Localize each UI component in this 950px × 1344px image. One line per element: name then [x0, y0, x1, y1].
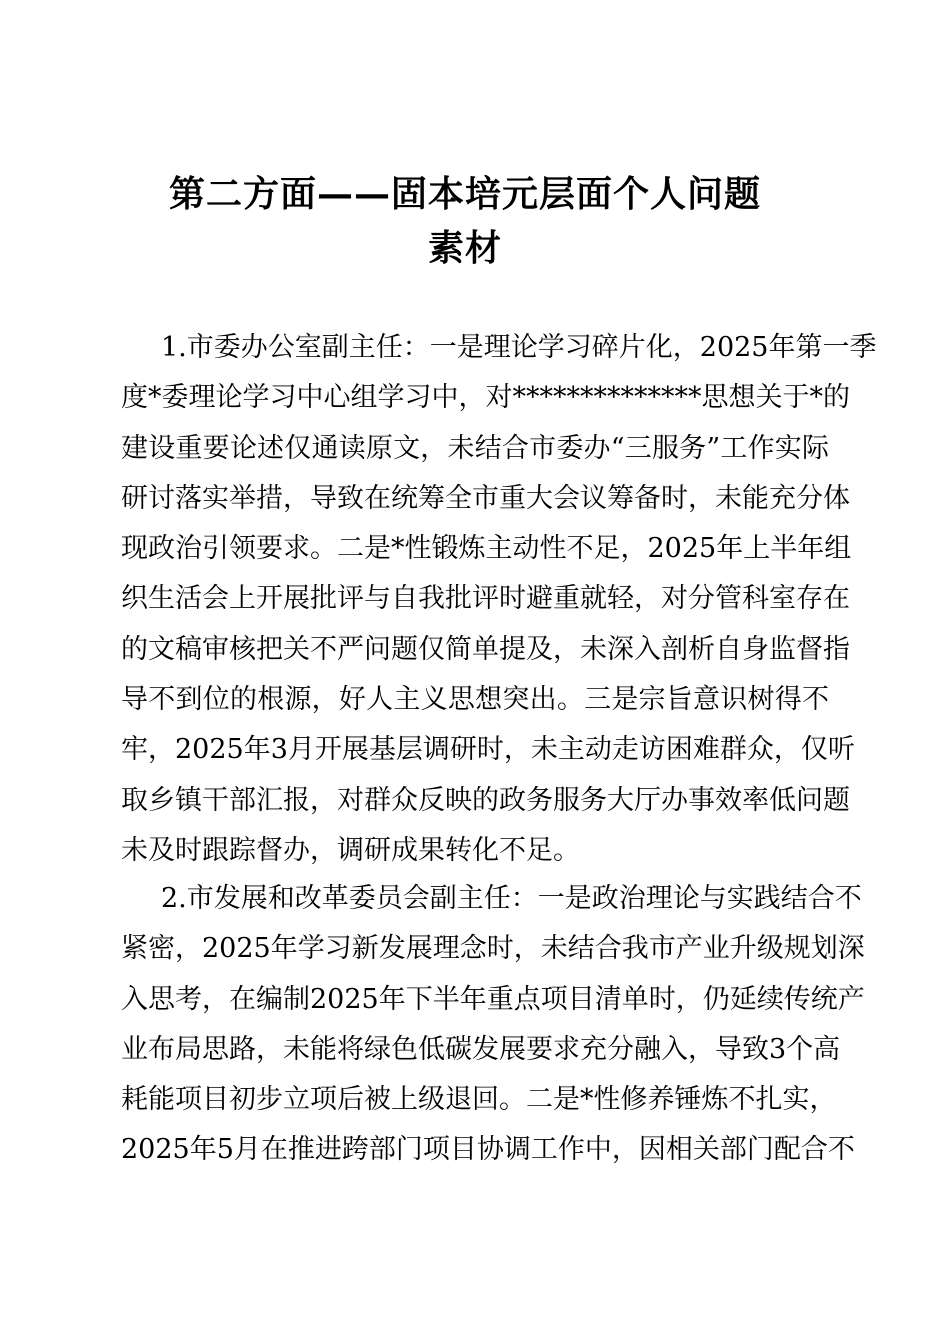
text-line: 导不到位的根源，好人主义思想突出。三是宗旨意识树得不 [121, 684, 829, 716]
text-line: 1.市委办公室副主任：一是理论学习碎片化，2025年第一季 [161, 332, 877, 363]
document-subtitle: 素材 [427, 227, 502, 269]
text-line: 的文稿审核把关不严问题仅简单提及，未深入剖析自身监督指 [121, 633, 850, 665]
text-line: 研讨落实举措，导致在统筹全市重大会议筹备时，未能充分体 [121, 482, 850, 514]
text-line: 业布局思路，未能将绿色低碳发展要求充分融入，导致3个高 [121, 1033, 841, 1065]
paragraph-1 [121, 323, 877, 876]
text-line: 未及时跟踪督办，调研成果转化不足。 [121, 834, 580, 866]
text-line: 度*委理论学习中心组学习中，对**************思想关于*的 [121, 382, 850, 414]
paragraph-2 [121, 874, 865, 1176]
text-line: 牢，2025年3月开展基层调研时，未主动走访困难群众，仅听 [121, 734, 855, 766]
text-line: 取乡镇干部汇报，对群众反映的政务服务大厅办事效率低问题 [121, 784, 850, 816]
text-line: 2.市发展和改革委员会副主任：一是政治理论与实践结合不 [161, 883, 862, 914]
text-line: 织生活会上开展批评与自我批评时避重就轻，对分管科室存在 [121, 583, 850, 615]
text-line: 紧密，2025年学习新发展理念时，未结合我市产业升级规划深 [121, 933, 865, 965]
text-line: 2025年5月在推进跨部门项目协调工作中，因相关部门配合不 [121, 1134, 855, 1166]
text-line: 建设重要论述仅通读原文，未结合市委办“三服务”工作实际 [121, 432, 829, 464]
document-title: 第二方面——固本培元层面个人问题 [168, 173, 761, 215]
text-line: 耗能项目初步立项后被上级退回。二是*性修养锤炼不扎实， [121, 1084, 837, 1116]
text-line: 入思考，在编制2025年下半年重点项目清单时，仍延续传统产 [121, 983, 865, 1015]
text-line: 现政治引领要求。二是*性锻炼主动性不足，2025年上半年组 [121, 533, 852, 565]
